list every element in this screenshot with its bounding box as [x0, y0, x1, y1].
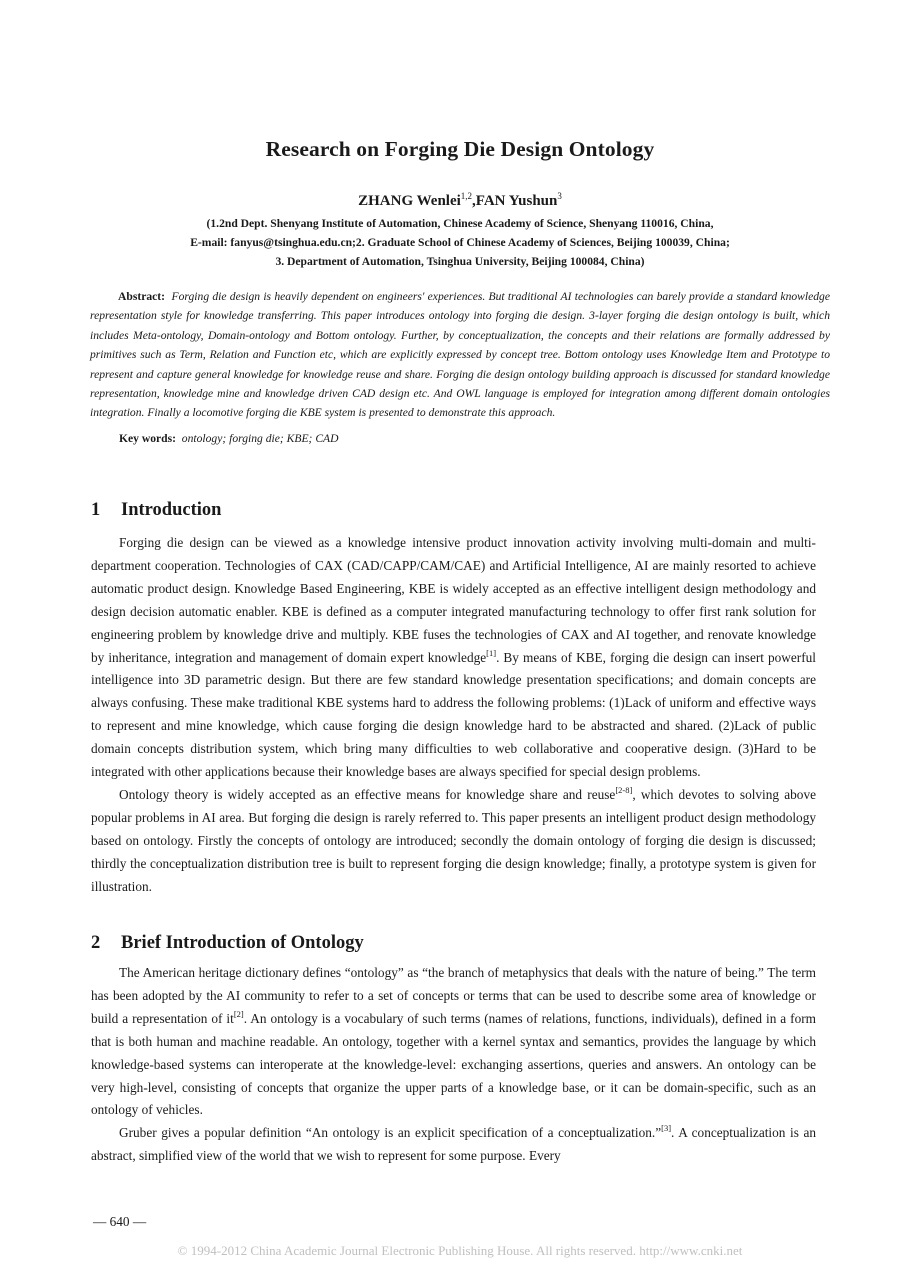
paragraph-text: Gruber gives a popular definition “An ontology is an explicit specification of a conceptualization.”	[119, 1125, 662, 1141]
page-number: — 640 —	[93, 1214, 147, 1229]
paragraph-text: . A conceptualization is an abstract, simplified view of the world that we wish to represent for some purpose. Every	[91, 1125, 816, 1164]
author-line	[0, 193, 920, 210]
author-separator: ,	[472, 193, 476, 209]
paragraph-text: Forging die design can be viewed as a knowledge intensive product innovation activity involving multi-domain and multi-department cooperation. Technologies of CAX (CAD/CAPP/CAM/CAE) and Artificial Intelligence, AI are mainly resorted to achieve automatic product design. Knowledge Based Engineering, KBE is widely accepted as an effective intelligent design methodology and design decision automatic enabler. KBE is defined as a computer integrated manufacturing technology to offer first rank solution for engineering problem by knowledge drive and multiply. KBE fuses the technologies of CAX and AI together, and renovate knowledge by inheritance, integration and management of domain expert knowledge	[91, 535, 816, 665]
paragraph	[91, 784, 816, 899]
affiliation-line-2: E-mail: fanyus@tsinghua.edu.cn;2. Graduate School of Chinese Academy of Sciences, Beijing 100039, China;	[190, 236, 730, 249]
author-zhang-affil-mark: 1,2	[460, 191, 473, 201]
author-fan-affil-mark: 3	[557, 191, 562, 201]
paragraph-text: Ontology theory is widely accepted as an effective means for knowledge share and reuse	[119, 786, 616, 802]
copyright-footer: © 1994-2012 China Academic Journal Electronic Publishing House. All rights reserved. http://www.cnki.net	[177, 1243, 743, 1258]
introduction-body	[91, 532, 816, 899]
paragraph	[91, 1122, 816, 1168]
section-number: 1	[91, 500, 101, 520]
paragraph-text: , which devotes to solving above popular problems in AI area. But forging die design is rarely referred to. This paper presents an intelligent product design methodology based on ontology. Firstly the concepts of ontology are introduced; secondly the domain ontology of forging die design is discussed; thirdly the conceptualization distribution tree is built to represent forging die design knowledge; finally, a prototype system is given for illustration.	[91, 786, 816, 894]
paper-title: Research on Forging Die Design Ontology	[265, 137, 655, 161]
paragraph-text: . By means of KBE, forging die design can insert powerful intelligence into 3D parametric design. But there are few standard knowledge presentation specifications; and domain concepts are always confusing. These make traditional KBE systems hard to address the following problems: (1)Lack of uniform and effective ways to represent and mine knowledge, which cause forging die design knowledge hard to be abstracted and shared. (2)Lack of public domain concepts distribution system, which bring many difficulties to web collaborative and cooperative design. (3)Hard to be integrated with other applications because their knowledge bases are always specified for special design problems.	[91, 649, 816, 780]
paragraph	[91, 532, 816, 784]
abstract-label: Abstract:	[118, 290, 166, 303]
keywords	[119, 432, 339, 445]
section-heading-brief-introduction	[91, 933, 364, 954]
section-heading-introduction	[91, 500, 221, 521]
ontology-body	[91, 962, 816, 1168]
citation: [1]	[486, 647, 497, 658]
affiliation-line-3: 3. Department of Automation, Tsinghua University, Beijing 100084, China)	[275, 255, 645, 268]
affiliation-line-1: (1.2nd Dept. Shenyang Institute of Automation, Chinese Academy of Science, Shenyang 110016, China,	[206, 217, 714, 230]
author-fan: FAN Yushun	[475, 193, 558, 209]
citation: [3]	[661, 1123, 672, 1134]
keywords-text: ontology; forging die; KBE; CAD	[181, 432, 339, 445]
section-title: Introduction	[121, 500, 222, 520]
author-zhang: ZHANG Wenlei	[358, 193, 461, 209]
citation: [2-8]	[615, 784, 633, 795]
section-title: Brief Introduction of Ontology	[121, 933, 364, 953]
abstract-text: Forging die design is heavily dependent on engineers' experiences. But traditional AI technologies can barely provide a standard knowledge representation style for knowledge transferring. This paper introduces ontology into forging die design. 3-layer forging die design ontology is built, which includes Meta-ontology, Domain-ontology and Bottom ontology. Further, by conceptualization, the concepts and their relations are formally addressed by primitives such as Term, Relation and Function etc, which are explicitly expressed by concept tree. Bottom ontology uses Knowledge Item and Prototype to represent and capture general knowledge for knowledge reuse and share. Forging die design ontology building approach is discussed for standard knowledge representation, knowledge mine and knowledge driven CAD design etc. And OWL language is employed for integration among different domain ontologies integration. Finally a locomotive forging die KBE system is presented to demonstrate this approach.	[90, 290, 831, 420]
paragraph	[91, 962, 816, 1122]
paragraph-text: The American heritage dictionary defines “ontology” as “the branch of metaphysics that deals with the nature of being.” The term has been adopted by the AI community to refer to a set of concepts or terms that can be used to describe some area of knowledge or build a representation of it	[91, 965, 816, 1026]
keywords-label: Key words:	[119, 432, 176, 445]
abstract	[90, 287, 830, 423]
paragraph-text: . An ontology is a vocabulary of such terms (names of relations, functions, individuals), defined in a form that is both human and machine readable. An ontology, together with a kernel syntax and semantics, provides the language by which knowledge-based systems can interoperate at the knowledge-level: exchanging assertions, queries and answers. An ontology can be very high-level, consisting of concepts that organize the upper parts of a knowledge base, or it can be domain-specific, such as an ontology of vehicles.	[91, 1010, 817, 1118]
citation: [2]	[233, 1008, 244, 1019]
section-number: 2	[91, 933, 101, 953]
